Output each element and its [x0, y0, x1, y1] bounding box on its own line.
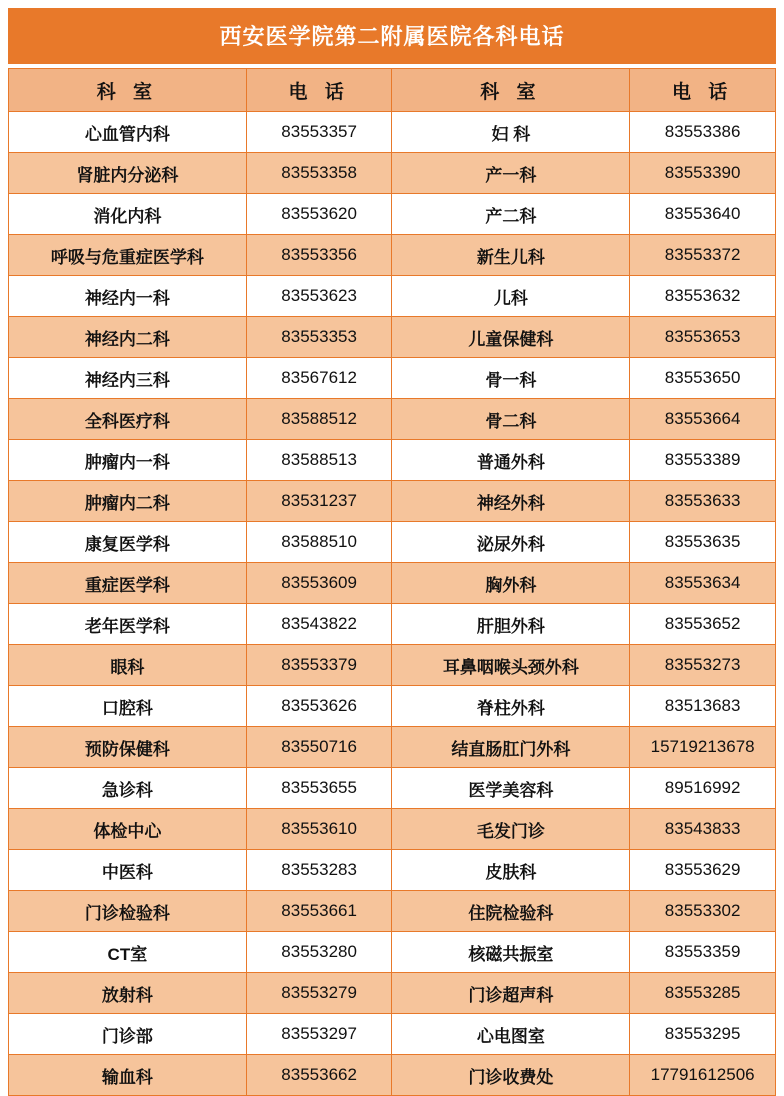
cell-phone-left: 83588513 [246, 440, 392, 481]
table-header [9, 69, 776, 112]
cell-phone-left: 83553357 [246, 112, 392, 153]
cell-phone-left: 83553661 [246, 891, 392, 932]
cell-department-left: 神经内一科 [9, 276, 247, 317]
cell-phone-right: 83553629 [630, 850, 776, 891]
table-row [9, 604, 776, 645]
cell-department-right: 儿童保健科 [392, 317, 630, 358]
table-body [9, 112, 776, 1096]
cell-department-right: 产二科 [392, 194, 630, 235]
table-row [9, 440, 776, 481]
cell-department-left: 康复医学科 [9, 522, 247, 563]
cell-department-left: 放射科 [9, 973, 247, 1014]
cell-department-left: 神经内三科 [9, 358, 247, 399]
cell-phone-right: 83553295 [630, 1014, 776, 1055]
cell-phone-right: 83553359 [630, 932, 776, 973]
cell-department-right: 住院检验科 [392, 891, 630, 932]
cell-phone-right: 17791612506 [630, 1055, 776, 1096]
table-row [9, 727, 776, 768]
cell-phone-left: 83553353 [246, 317, 392, 358]
cell-phone-left: 83553610 [246, 809, 392, 850]
cell-phone-right: 83553653 [630, 317, 776, 358]
cell-phone-left: 83553626 [246, 686, 392, 727]
table-row [9, 645, 776, 686]
cell-phone-right: 83553285 [630, 973, 776, 1014]
cell-department-left: 中医科 [9, 850, 247, 891]
cell-department-left: 门诊部 [9, 1014, 247, 1055]
column-header-department-right: 科 室 [392, 69, 630, 112]
cell-department-left: 肿瘤内二科 [9, 481, 247, 522]
cell-phone-left: 83553358 [246, 153, 392, 194]
cell-department-left: 输血科 [9, 1055, 247, 1096]
cell-department-left: 消化内科 [9, 194, 247, 235]
table-row [9, 399, 776, 440]
cell-department-right: 新生儿科 [392, 235, 630, 276]
cell-department-right: 产一科 [392, 153, 630, 194]
cell-department-right: 毛发门诊 [392, 809, 630, 850]
cell-department-left: 口腔科 [9, 686, 247, 727]
cell-department-left: 全科医疗科 [9, 399, 247, 440]
cell-phone-left: 83553662 [246, 1055, 392, 1096]
department-phone-table [8, 68, 776, 1096]
cell-department-left: 急诊科 [9, 768, 247, 809]
cell-department-right: 儿科 [392, 276, 630, 317]
table-header-row [9, 69, 776, 112]
cell-phone-left: 83553655 [246, 768, 392, 809]
table-row [9, 194, 776, 235]
cell-phone-left: 83588512 [246, 399, 392, 440]
cell-phone-right: 83553389 [630, 440, 776, 481]
cell-phone-right: 83553652 [630, 604, 776, 645]
cell-phone-right: 83553640 [630, 194, 776, 235]
cell-department-left: 预防保健科 [9, 727, 247, 768]
cell-department-right: 结直肠肛门外科 [392, 727, 630, 768]
cell-phone-right: 83553634 [630, 563, 776, 604]
cell-phone-right: 83553632 [630, 276, 776, 317]
cell-phone-left: 83553280 [246, 932, 392, 973]
table-row [9, 235, 776, 276]
cell-phone-right: 83553386 [630, 112, 776, 153]
table-row [9, 522, 776, 563]
cell-phone-right: 83553273 [630, 645, 776, 686]
cell-department-right: 耳鼻咽喉头颈外科 [392, 645, 630, 686]
cell-department-left: 老年医学科 [9, 604, 247, 645]
cell-phone-right: 83553302 [630, 891, 776, 932]
cell-phone-left: 83531237 [246, 481, 392, 522]
table-row [9, 358, 776, 399]
table-row [9, 1055, 776, 1096]
cell-department-right: 脊柱外科 [392, 686, 630, 727]
column-header-department-left: 科 室 [9, 69, 247, 112]
column-header-phone-left: 电 话 [246, 69, 392, 112]
cell-phone-right: 83553664 [630, 399, 776, 440]
cell-department-right: 胸外科 [392, 563, 630, 604]
table-row [9, 932, 776, 973]
cell-department-left: 重症医学科 [9, 563, 247, 604]
column-header-phone-right: 电 话 [630, 69, 776, 112]
cell-department-left: 肿瘤内一科 [9, 440, 247, 481]
cell-phone-right: 83553635 [630, 522, 776, 563]
table-row [9, 686, 776, 727]
cell-department-left: 体检中心 [9, 809, 247, 850]
cell-phone-right: 83553372 [630, 235, 776, 276]
cell-department-left: 心血管内科 [9, 112, 247, 153]
cell-department-right: 骨二科 [392, 399, 630, 440]
cell-phone-left: 83588510 [246, 522, 392, 563]
cell-department-right: 核磁共振室 [392, 932, 630, 973]
page-title: 西安医学院第二附属医院各科电话 [8, 8, 776, 64]
cell-phone-right: 83513683 [630, 686, 776, 727]
table-row [9, 850, 776, 891]
cell-phone-left: 83553623 [246, 276, 392, 317]
cell-phone-left: 83553283 [246, 850, 392, 891]
cell-phone-right: 83553390 [630, 153, 776, 194]
cell-department-right: 神经外科 [392, 481, 630, 522]
cell-department-right: 皮肤科 [392, 850, 630, 891]
cell-department-right: 肝胆外科 [392, 604, 630, 645]
cell-department-right: 医学美容科 [392, 768, 630, 809]
table-row [9, 481, 776, 522]
table-row [9, 891, 776, 932]
cell-department-right: 泌尿外科 [392, 522, 630, 563]
cell-department-left: CT室 [9, 932, 247, 973]
table-row [9, 153, 776, 194]
cell-phone-right: 83553650 [630, 358, 776, 399]
cell-department-right: 门诊收费处 [392, 1055, 630, 1096]
cell-phone-left: 83553356 [246, 235, 392, 276]
table-row [9, 317, 776, 358]
cell-phone-right: 83553633 [630, 481, 776, 522]
cell-department-right: 门诊超声科 [392, 973, 630, 1014]
cell-phone-left: 83567612 [246, 358, 392, 399]
cell-phone-left: 83553609 [246, 563, 392, 604]
cell-department-left: 门诊检验科 [9, 891, 247, 932]
cell-department-right: 妇 科 [392, 112, 630, 153]
table-row [9, 1014, 776, 1055]
cell-phone-left: 83553379 [246, 645, 392, 686]
table-row [9, 809, 776, 850]
cell-department-right: 心电图室 [392, 1014, 630, 1055]
cell-department-right: 骨一科 [392, 358, 630, 399]
cell-phone-right: 89516992 [630, 768, 776, 809]
cell-phone-right: 15719213678 [630, 727, 776, 768]
cell-department-left: 肾脏内分泌科 [9, 153, 247, 194]
cell-department-left: 呼吸与危重症医学科 [9, 235, 247, 276]
cell-phone-left: 83543822 [246, 604, 392, 645]
cell-phone-left: 83553620 [246, 194, 392, 235]
cell-phone-right: 83543833 [630, 809, 776, 850]
cell-phone-left: 83550716 [246, 727, 392, 768]
table-row [9, 112, 776, 153]
cell-department-right: 普通外科 [392, 440, 630, 481]
cell-department-left: 眼科 [9, 645, 247, 686]
table-row [9, 768, 776, 809]
table-row [9, 563, 776, 604]
cell-phone-left: 83553279 [246, 973, 392, 1014]
table-row [9, 973, 776, 1014]
table-row [9, 276, 776, 317]
cell-phone-left: 83553297 [246, 1014, 392, 1055]
cell-department-left: 神经内二科 [9, 317, 247, 358]
